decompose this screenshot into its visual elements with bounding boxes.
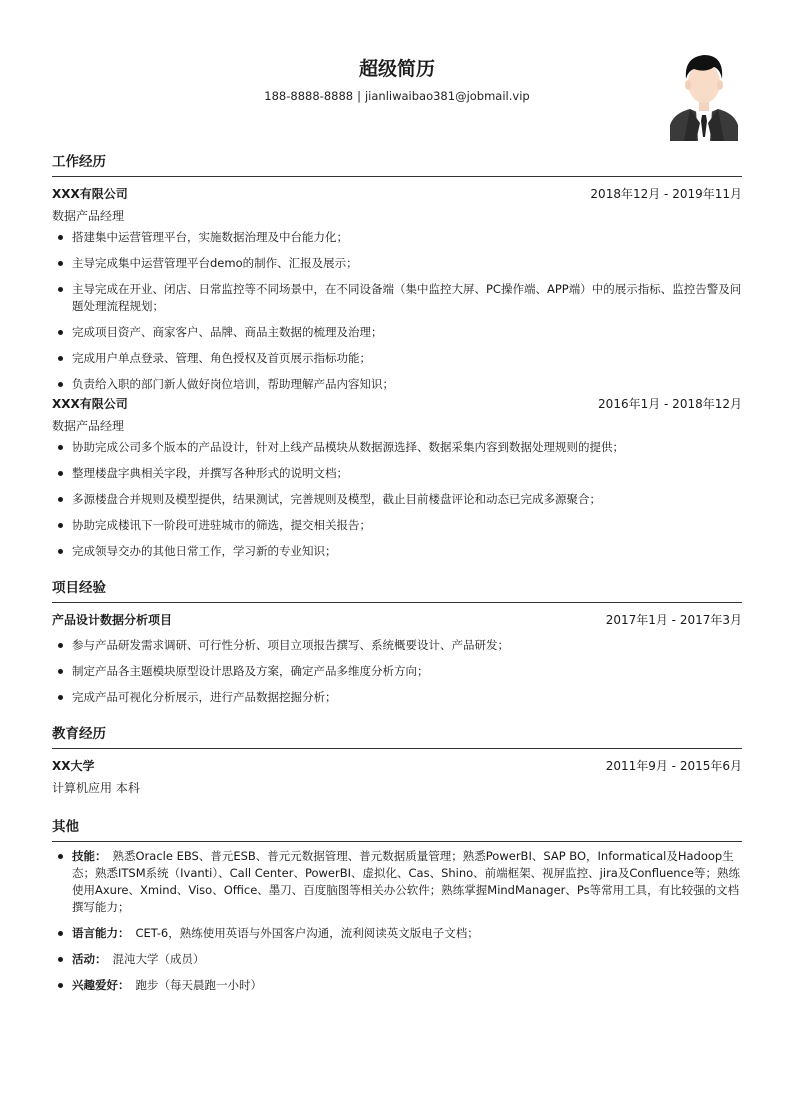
list-item: [52, 951, 742, 968]
list-item: 完成领导交办的其他日常工作，学习新的专业知识；: [52, 543, 742, 560]
school-name: XX大学: [52, 759, 95, 773]
bullet-list: [52, 229, 742, 393]
avatar: [670, 49, 738, 141]
list-item: 参与产品研发需求调研、可行性分析、项目立项报告撰写、系统概要设计、产品研发；: [52, 637, 742, 654]
education-entry: [52, 755, 742, 799]
list-item: 制定产品各主题模块原型设计思路及方案，确定产品多维度分析方向；: [52, 663, 742, 680]
list-item: 主导完成集中运营管理平台demo的制作、汇报及展示；: [52, 255, 742, 272]
list-item: [52, 925, 742, 942]
other-section: [52, 815, 742, 994]
work-experience-section: [52, 150, 742, 560]
major-degree: 计算机应用 本科: [52, 781, 140, 795]
item-text: 熟悉Oracle EBS、普元ESB、普元元数据管理、普元数据质量管理；熟悉PowerBI、SAP BO，Informatical及Hadoop生态；熟悉ITSM系统（Ivanti）、Call Center、PowerBI、虚拟化、Cas、Shino、前端框架、视屏监控、jira及Confluence等；熟练使用Axure、Xmind、Viso、Office、墨刀、百度脑图等相关办公软件；熟练掌握MindManager、Ps等常用工具，有比较强的文档撰写能力；: [72, 849, 740, 914]
list-item: 完成项目资产、商家客户、品牌、商品主数据的梳理及治理；: [52, 324, 742, 341]
list-item: 完成用户单点登录、管理、角色授权及首页展示指标功能；: [52, 350, 742, 367]
candidate-name: 超级简历: [358, 58, 435, 80]
contact-info: [52, 89, 742, 103]
resume-page: [52, 0, 742, 1003]
section-title: 工作经历: [52, 150, 742, 177]
work-entry: [52, 183, 742, 393]
item-label: 活动：: [72, 952, 107, 966]
date-range: 2016年1月 - 2018年12月: [598, 397, 742, 411]
list-item: 负责给入职的部门新人做好岗位培训，帮助理解产品内容知识；: [52, 376, 742, 393]
date-range: 2017年1月 - 2017年3月: [605, 613, 742, 627]
bullet-list: [52, 848, 742, 994]
job-role: 数据产品经理: [52, 419, 125, 433]
education-section: [52, 722, 742, 799]
list-item: 协助完成楼讯下一阶段可进驻城市的筛选，提交相关报告；: [52, 517, 742, 534]
list-item: 协助完成公司多个版本的产品设计，针对上线产品模块从数据源选择、数据采集内容到数据处理规则的提供；: [52, 439, 742, 456]
list-item: 整理楼盘字典相关字段，并撰写各种形式的说明文档；: [52, 465, 742, 482]
date-range: 2011年9月 - 2015年6月: [605, 759, 742, 773]
item-text: 跑步（每天晨跑一小时）: [135, 978, 262, 992]
bullet-list: [52, 637, 742, 706]
section-title: 其他: [52, 815, 742, 842]
item-label: 技能：: [72, 849, 107, 863]
date-range: 2018年12月 - 2019年11月: [590, 187, 742, 201]
bullet-list: [52, 439, 742, 560]
email-address: jianliwaibao381@jobmail.vip: [364, 89, 530, 103]
project-experience-section: [52, 576, 742, 706]
project-entry: [52, 609, 742, 706]
phone-number: 188-8888-8888: [264, 89, 354, 103]
contact-separator: |: [357, 89, 361, 103]
item-text: CET-6，熟练使用英语与外国客户沟通，流利阅读英文版电子文档；: [135, 926, 479, 940]
list-item: 搭建集中运营管理平台，实施数据治理及中台能力化；: [52, 229, 742, 246]
project-name: 产品设计数据分析项目: [52, 613, 173, 627]
item-label: 兴趣爱好：: [72, 978, 130, 992]
resume-header: [52, 0, 742, 150]
list-item: [52, 848, 742, 916]
section-title: 项目经验: [52, 576, 742, 603]
company-name: XXX有限公司: [52, 187, 128, 201]
company-name: XXX有限公司: [52, 397, 128, 411]
list-item: [52, 977, 742, 994]
item-text: 混沌大学（成员）: [112, 952, 205, 966]
section-title: 教育经历: [52, 722, 742, 749]
list-item: 完成产品可视化分析展示，进行产品数据挖掘分析；: [52, 689, 742, 706]
list-item: 主导完成在开业、闭店、日常监控等不同场景中，在不同设备端（集中监控大屏、PC操作端、APP端）中的展示指标、监控告警及问题处理流程规划；: [52, 281, 742, 315]
job-role: 数据产品经理: [52, 209, 125, 223]
list-item: 多源楼盘合并规则及模型提供，结果测试，完善规则及模型，截止目前楼盘评论和动态已完成多源聚合；: [52, 491, 742, 508]
work-entry: [52, 393, 742, 560]
item-label: 语言能力：: [72, 926, 130, 940]
